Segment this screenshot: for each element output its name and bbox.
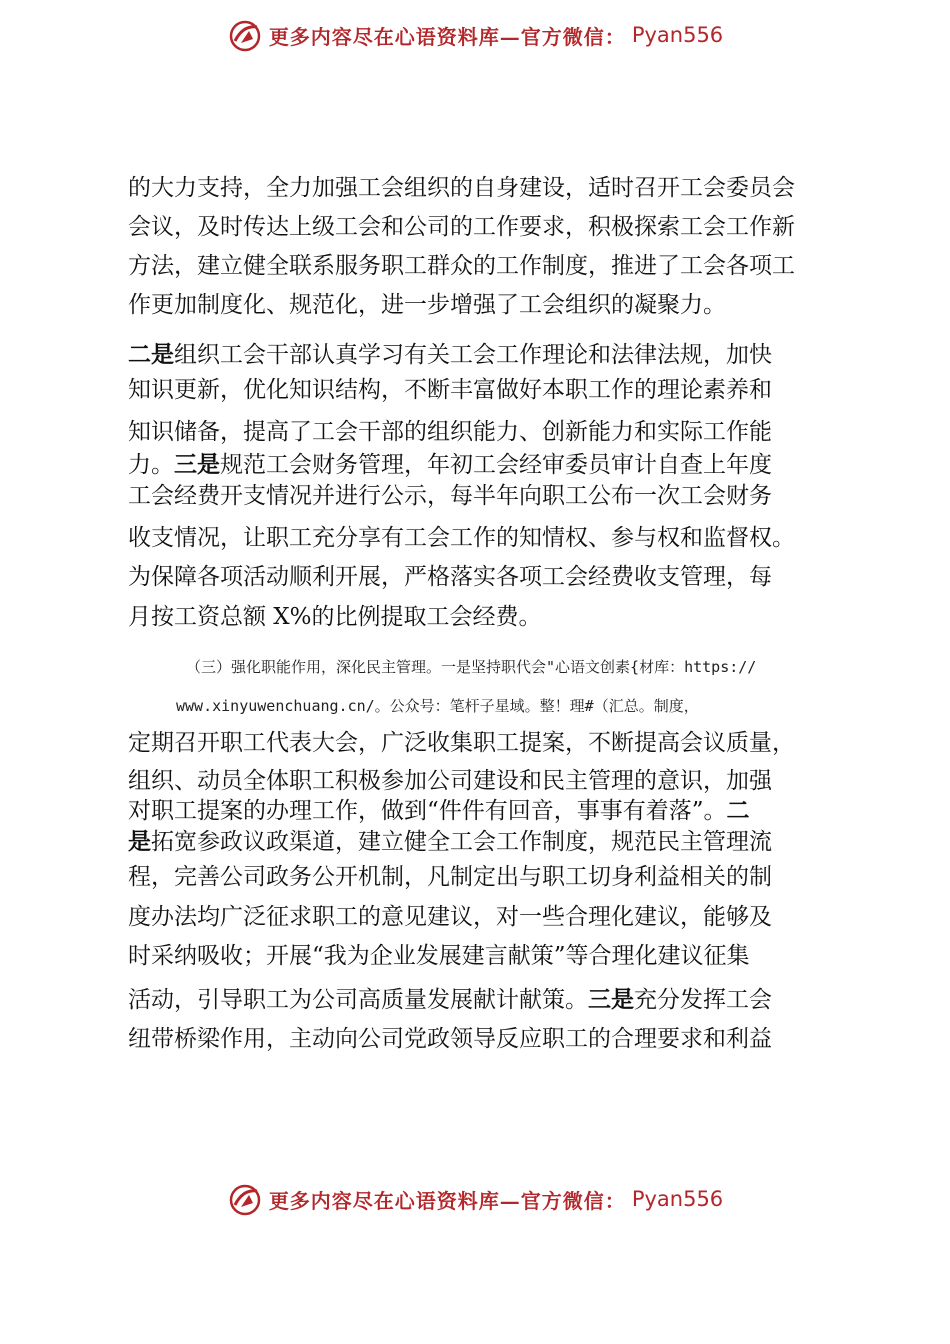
text-span: 组织工会干部认真学习有关工会工作理论和法律法规，加快 [174,342,772,368]
text-line [128,984,772,1016]
bold-marker: 二是 [128,342,174,368]
text-line: 方法，建立健全联系服务职工群众的工作制度，推进了工会各项工 [128,253,795,279]
text-span: 力。 [128,452,174,478]
text-line: 收支情况，让职工充分享有工会工作的知情权、参与权和监督权。 [128,525,795,551]
header-watermark [0,12,950,58]
text-line: 度办法均广泛征求职工的意见建议，对一些合理化建议，能够及 [128,904,772,930]
text-line: 组织、动员全体职工积极参加公司建设和民主管理的意识，加强 [128,768,772,794]
brand-logo-icon [227,1181,263,1217]
text-line: 纽带桥梁作用，主动向公司党政领导反应职工的合理要求和利益 [128,1026,772,1052]
text-line: 会议，及时传达上级工会和公司的工作要求，积极探索工会工作新 [128,214,795,240]
watermark-text: 更多内容尽在心语资料库—官方微信： [268,1188,626,1213]
text-line [128,826,772,858]
text-span: 对职工提案的办理工作，做到“件件有回音，事事有着落”。 [128,798,727,824]
text-line [128,449,772,481]
watermark-handle: Pyan556 [631,23,724,47]
bold-marker: 三是 [588,987,634,1013]
text-line [128,795,750,827]
inserted-text-line: （三）强化职能作用，深化民主管理。一是坚持职代会"心语文创素{材库：https:// [186,658,757,676]
bold-marker: 三是 [174,452,220,478]
watermark-handle: Pyan556 [631,1187,724,1211]
text-span: 活动，引导职工为公司高质量发展献计献策。 [128,987,588,1013]
text-line: 定期召开职工代表大会，广泛收集职工提案，不断提高会议质量， [128,730,795,756]
text-line: 时采纳吸收；开展“我为企业发展建言献策”等合理化建议征集 [128,943,750,969]
text-line: 知识储备，提高了工会干部的组织能力、创新能力和实际工作能 [128,419,772,445]
text-span: 规范工会财务管理，年初工会经审委员审计自查上年度 [220,452,772,478]
text-line: 为保障各项活动顺利开展，严格落实各项工会经费收支管理，每 [128,564,772,590]
bold-marker: 是 [128,829,151,855]
text-line: 作更加制度化、规范化，进一步增强了工会组织的凝聚力。 [128,292,726,318]
footer-watermark [0,1176,950,1222]
text-span: 拓宽参政议政渠道，建立健全工会工作制度，规范民主管理流 [151,829,772,855]
watermark-text: 更多内容尽在心语资料库—官方微信： [268,24,626,49]
text-line: 工会经费开支情况并进行公示，每半年向职工公布一次工会财务 [128,483,772,509]
bold-marker: 二 [726,798,750,824]
text-span: 充分发挥工会 [634,987,772,1013]
text-line: 程，完善公司政务公开机制，凡制定出与职工切身利益相关的制 [128,864,772,890]
text-line: 的大力支持，全力加强工会组织的自身建设，适时召开工会委员会 [128,175,795,201]
text-line: 月按工资总额 X%的比例提取工会经费。 [128,604,542,630]
text-line [128,339,772,371]
inserted-text-line: www.xinyuwenchuang.cn/。公众号：笔杆子星域。整！理#（汇总。制度， [176,697,699,715]
brand-logo-icon [227,17,263,53]
text-line: 知识更新，优化知识结构，不断丰富做好本职工作的理论素养和 [128,377,772,403]
